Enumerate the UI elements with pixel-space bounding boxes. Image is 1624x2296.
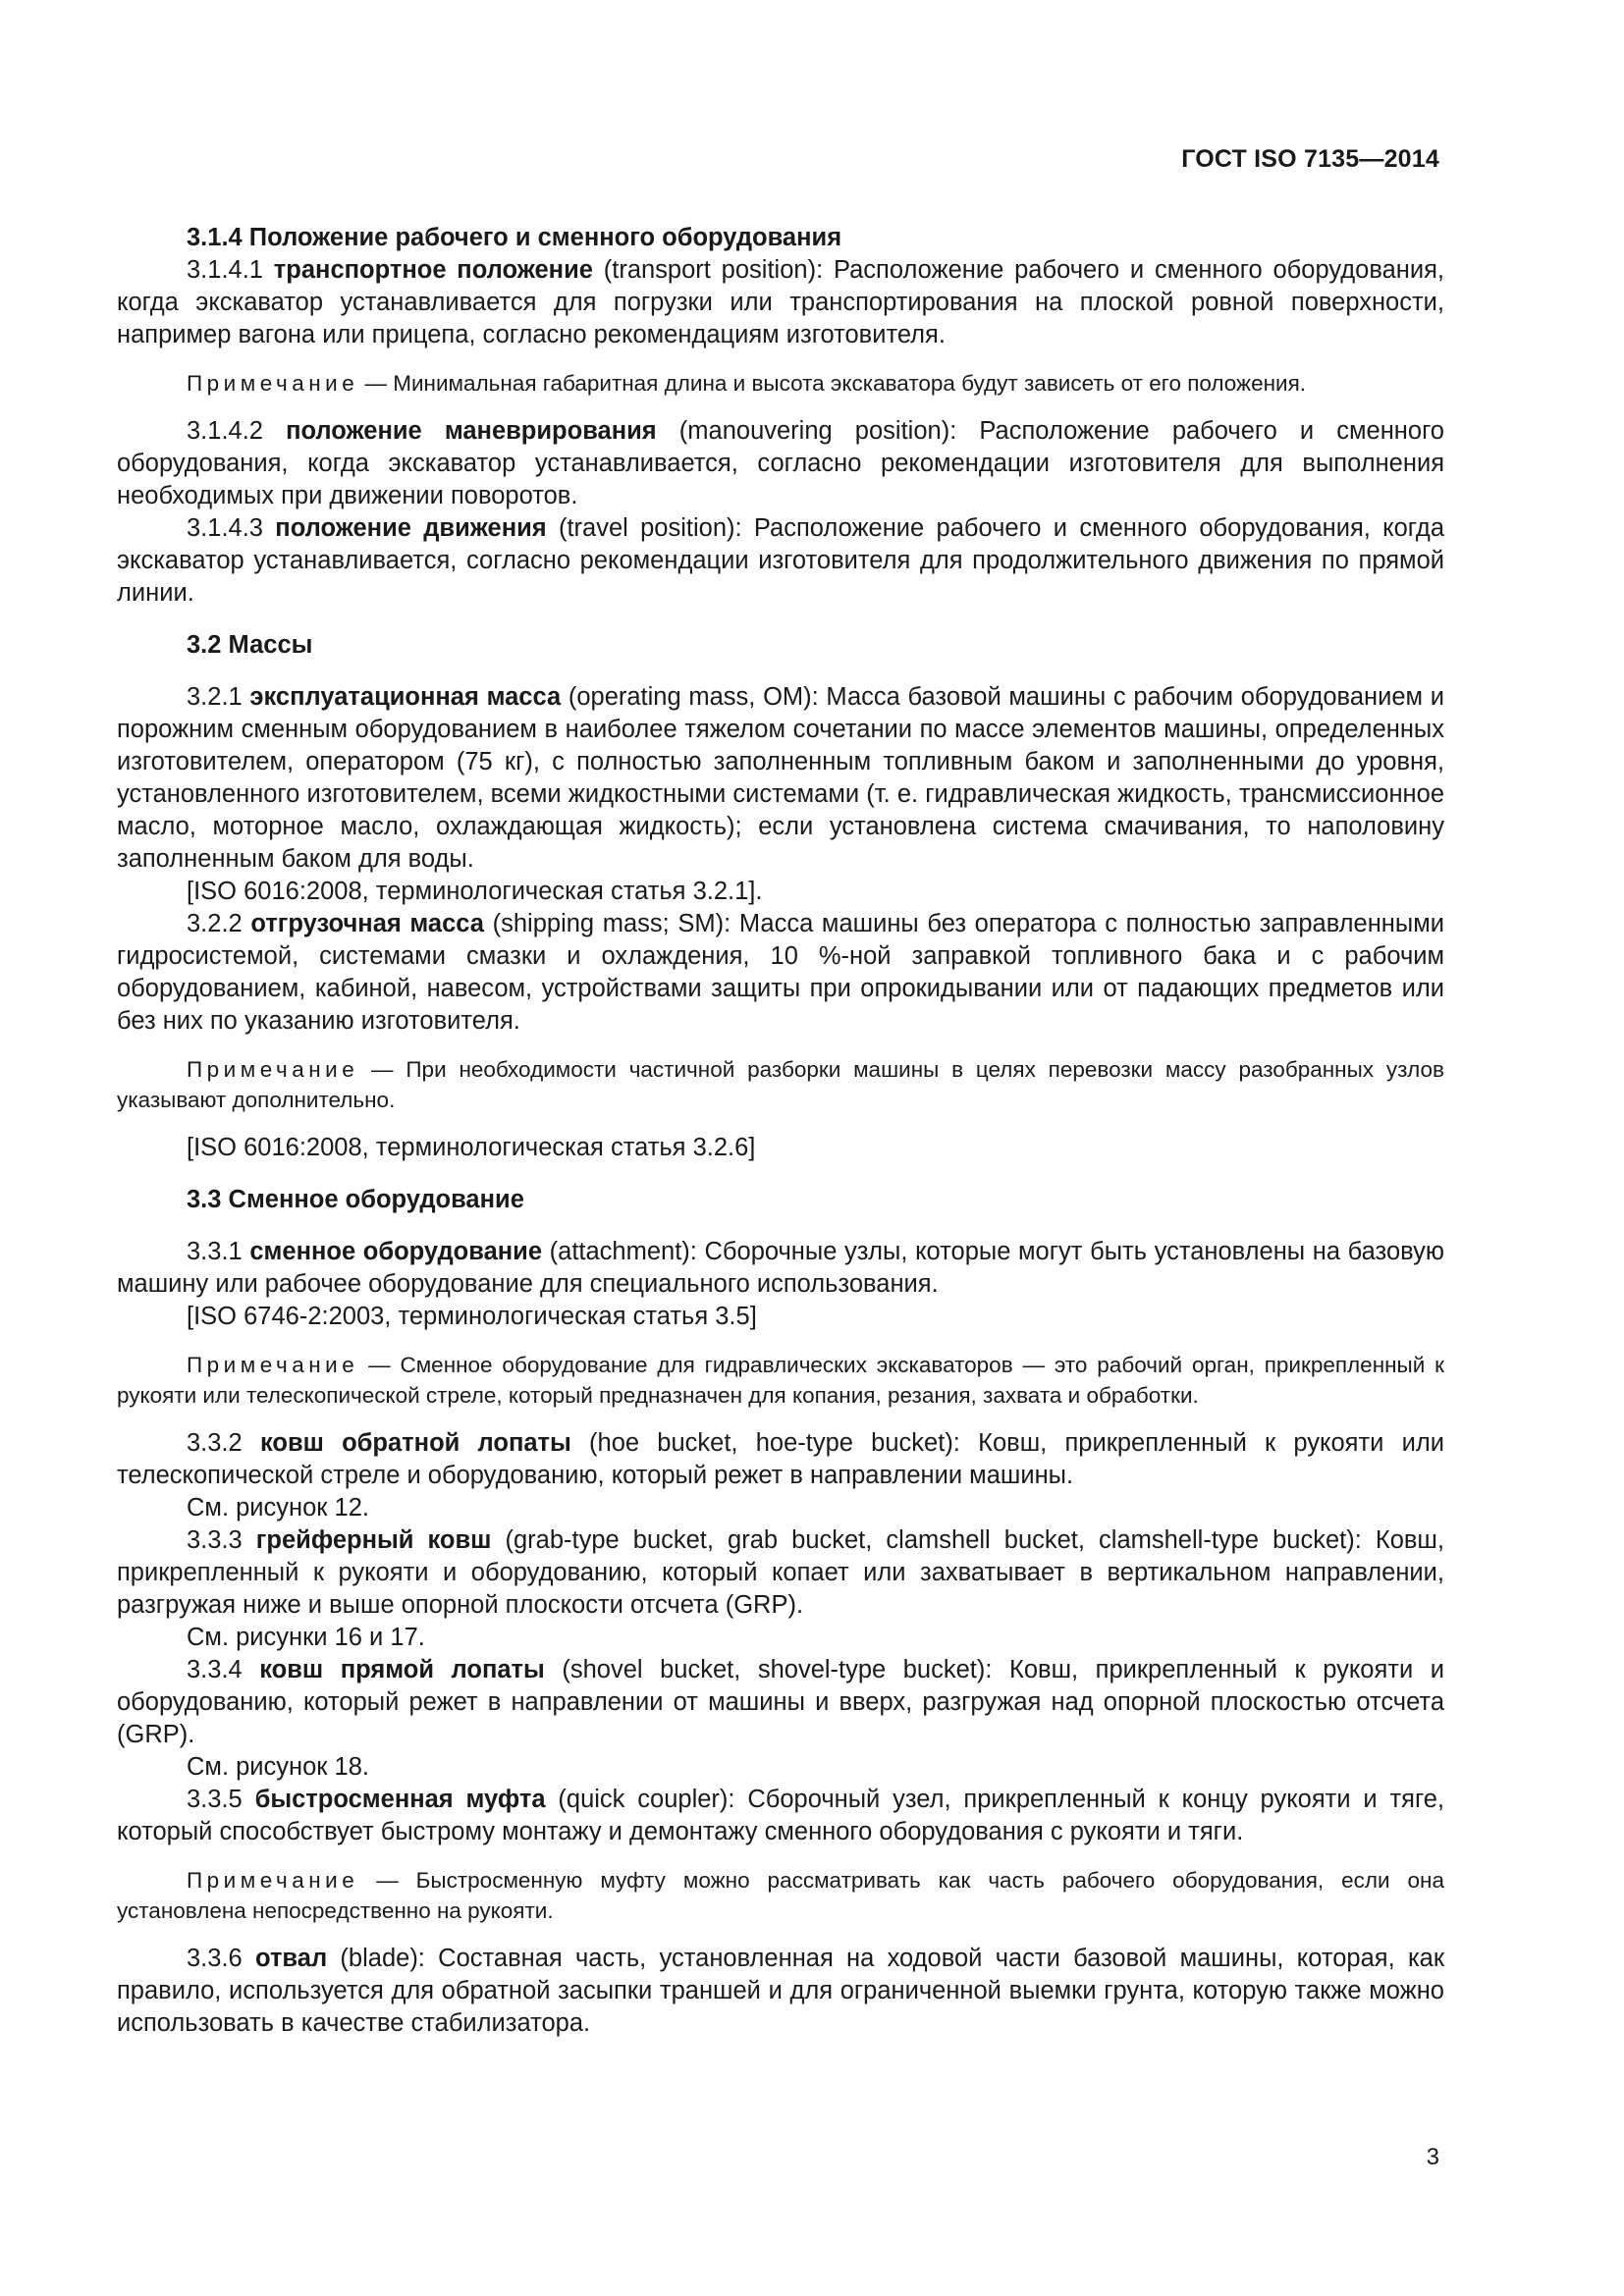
section-heading: 3.3 Сменное оборудование xyxy=(187,1186,524,1213)
term-definition: (manouvering position): Расположение рабочего и сменного оборудования, когда экскаватор устанавливается, согласно рекомендации изготовителя для выполнения необходимых при движении поворотов. xyxy=(117,417,1444,509)
term-number: 3.1.4.2 xyxy=(187,417,263,445)
note-text: — Быстросменную муфту можно рассматривать как часть рабочего оборудования, если она установлена непосредственно на рукояти. xyxy=(117,1868,1444,1923)
term-name: положение движения xyxy=(275,514,547,542)
page-content xyxy=(117,222,1444,2040)
term-entry xyxy=(117,512,1444,610)
term-definition: (operating mass, OM): Масса базовой машины с рабочим оборудованием и порожним сменным оборудованием в наиболее тяжелом сочетании по массе элементов машины, определенных изготовителем, оператором (75 кг), с полностью заполненным топливным баком и заполненными до уровня, установленного изготовителем, всеми жидкостными системами (т. е. гидравлическая жидкость, трансмиссионное масло, моторное масло, охлаждающая жидкость); если установлена система смачивания, то наполовину заполненным баком для воды. xyxy=(117,683,1444,873)
standard-header: ГОСТ ISO 7135—2014 xyxy=(1181,145,1439,173)
section-heading: 3.1.4 Положение рабочего и сменного оборудования xyxy=(187,224,842,251)
note-label: Примечание xyxy=(187,371,359,396)
note xyxy=(117,1350,1444,1411)
section-heading: 3.2 Массы xyxy=(187,631,313,659)
term-name: грейферный ковш xyxy=(255,1526,492,1554)
term-number: 3.3.2 xyxy=(187,1429,243,1457)
term-number: 3.3.6 xyxy=(187,1945,243,1972)
term-definition: (travel position): Расположение рабочего и сменного оборудования, когда экскаватор устанавливается, согласно рекомендации изготовителя для продолжительного движения по прямой линии. xyxy=(117,514,1444,607)
note-label: Примечание xyxy=(187,1868,359,1893)
note-label: Примечание xyxy=(187,1057,359,1082)
term-number: 3.2.2 xyxy=(187,910,243,937)
term-definition: (blade): Составная часть, установленная на ходовой части базовой машины, которая, как правило, используется для обратной засыпки траншей и для ограниченной выемки грунта, которую также можно использовать в качестве стабилизатора. xyxy=(117,1945,1444,2037)
term-name: отгрузочная масса xyxy=(250,910,484,937)
term-entry xyxy=(117,1524,1444,1622)
term-name: эксплуатационная масса xyxy=(249,683,562,711)
term-name: отвал xyxy=(255,1945,328,1972)
term-number: 3.3.4 xyxy=(187,1656,243,1683)
page-number: 3 xyxy=(1426,2144,1439,2170)
term-number: 3.2.1 xyxy=(187,683,243,711)
term-name: ковш прямой лопаты xyxy=(259,1656,545,1683)
term-number: 3.1.4.3 xyxy=(187,514,263,542)
term-entry xyxy=(117,1427,1444,1492)
term-definition: (shovel bucket, shovel-type bucket): Ковш, прикрепленный к рукояти и оборудованию, который режет в направлении от машины и вверх, разгружая над опорной плоскостью отсчета (GRP). xyxy=(117,1656,1444,1748)
reference: [ISO 6016:2008, терминологическая статья 3.2.1]. xyxy=(187,878,763,905)
figure-reference: См. рисунок 12. xyxy=(187,1494,369,1522)
term-name: быстросменная муфта xyxy=(254,1786,546,1813)
figure-reference: См. рисунок 18. xyxy=(187,1753,369,1781)
term-entry xyxy=(117,254,1444,351)
note xyxy=(117,368,1444,399)
term-name: сменное оборудование xyxy=(249,1238,543,1265)
term-definition: (transport position): Расположение рабочего и сменного оборудования, когда экскаватор устанавливается для погрузки или транспортирования на плоской ровной поверхности, например вагона или прицепа, согласно рекомендациям изготовителя. xyxy=(117,256,1444,348)
reference: [ISO 6746-2:2003, терминологическая статья 3.5] xyxy=(187,1303,757,1330)
note-label: Примечание xyxy=(187,1353,359,1377)
term-entry xyxy=(117,1236,1444,1301)
term-entry xyxy=(117,681,1444,876)
term-entry xyxy=(117,1943,1444,2040)
term-number: 3.3.3 xyxy=(187,1526,243,1554)
term-definition: (shipping mass; SM): Масса машины без оператора с полностью заправленными гидросистемой, системами смазки и охлаждения, 10 %-ной заправкой топливного бака и с рабочим оборудованием, кабиной, навесом, устройствами защиты при опрокидывании или от падающих предметов или без них по указанию изготовителя. xyxy=(117,910,1444,1035)
term-name: ковш обратной лопаты xyxy=(259,1429,571,1457)
term-number: 3.3.1 xyxy=(187,1238,243,1265)
term-definition: (attachment): Сборочные узлы, которые могут быть установлены на базовую машину или рабочее оборудование для специального использования. xyxy=(117,1238,1444,1298)
term-number: 3.3.5 xyxy=(187,1786,243,1813)
note xyxy=(117,1054,1444,1115)
note-text: — Сменное оборудование для гидравлических экскаваторов — это рабочий орган, прикрепленный к рукояти или телескопической стреле, который предназначен для копания, резания, захвата и обработки. xyxy=(117,1353,1444,1408)
term-name: транспортное положение xyxy=(273,256,593,284)
note xyxy=(117,1865,1444,1926)
reference: [ISO 6016:2008, терминологическая статья 3.2.6] xyxy=(187,1134,756,1161)
term-definition: (hoe bucket, hoe-type bucket): Ковш, прикрепленный к рукояти или телескопической стреле и оборудованию, который режет в направлении машины. xyxy=(117,1429,1444,1489)
term-definition: (quick coupler): Сборочный узел, прикрепленный к концу рукояти и тяге, который способствует быстрому монтажу и демонтажу сменного оборудования с рукояти и тяги. xyxy=(117,1786,1444,1845)
term-entry xyxy=(117,908,1444,1038)
term-entry xyxy=(117,1654,1444,1751)
term-definition: (grab-type bucket, grab bucket, clamshell bucket, clamshell-type bucket): Ковш, прикрепленный к рукояти и оборудованию, который копает или захватывает в вертикальном направлении, разгружая ниже и выше опорной плоскости отсчета (GRP). xyxy=(117,1526,1444,1619)
note-text: — При необходимости частичной разборки машины в целях перевозки массу разобранных узлов указывают дополнительно. xyxy=(117,1057,1444,1112)
term-entry xyxy=(117,1784,1444,1848)
term-entry xyxy=(117,415,1444,512)
term-number: 3.1.4.1 xyxy=(187,256,263,284)
term-name: положение маневрирования xyxy=(286,417,657,445)
note-text: — Минимальная габаритная длина и высота экскаватора будут зависеть от его положения. xyxy=(358,371,1307,396)
figure-reference: См. рисунки 16 и 17. xyxy=(187,1624,425,1651)
